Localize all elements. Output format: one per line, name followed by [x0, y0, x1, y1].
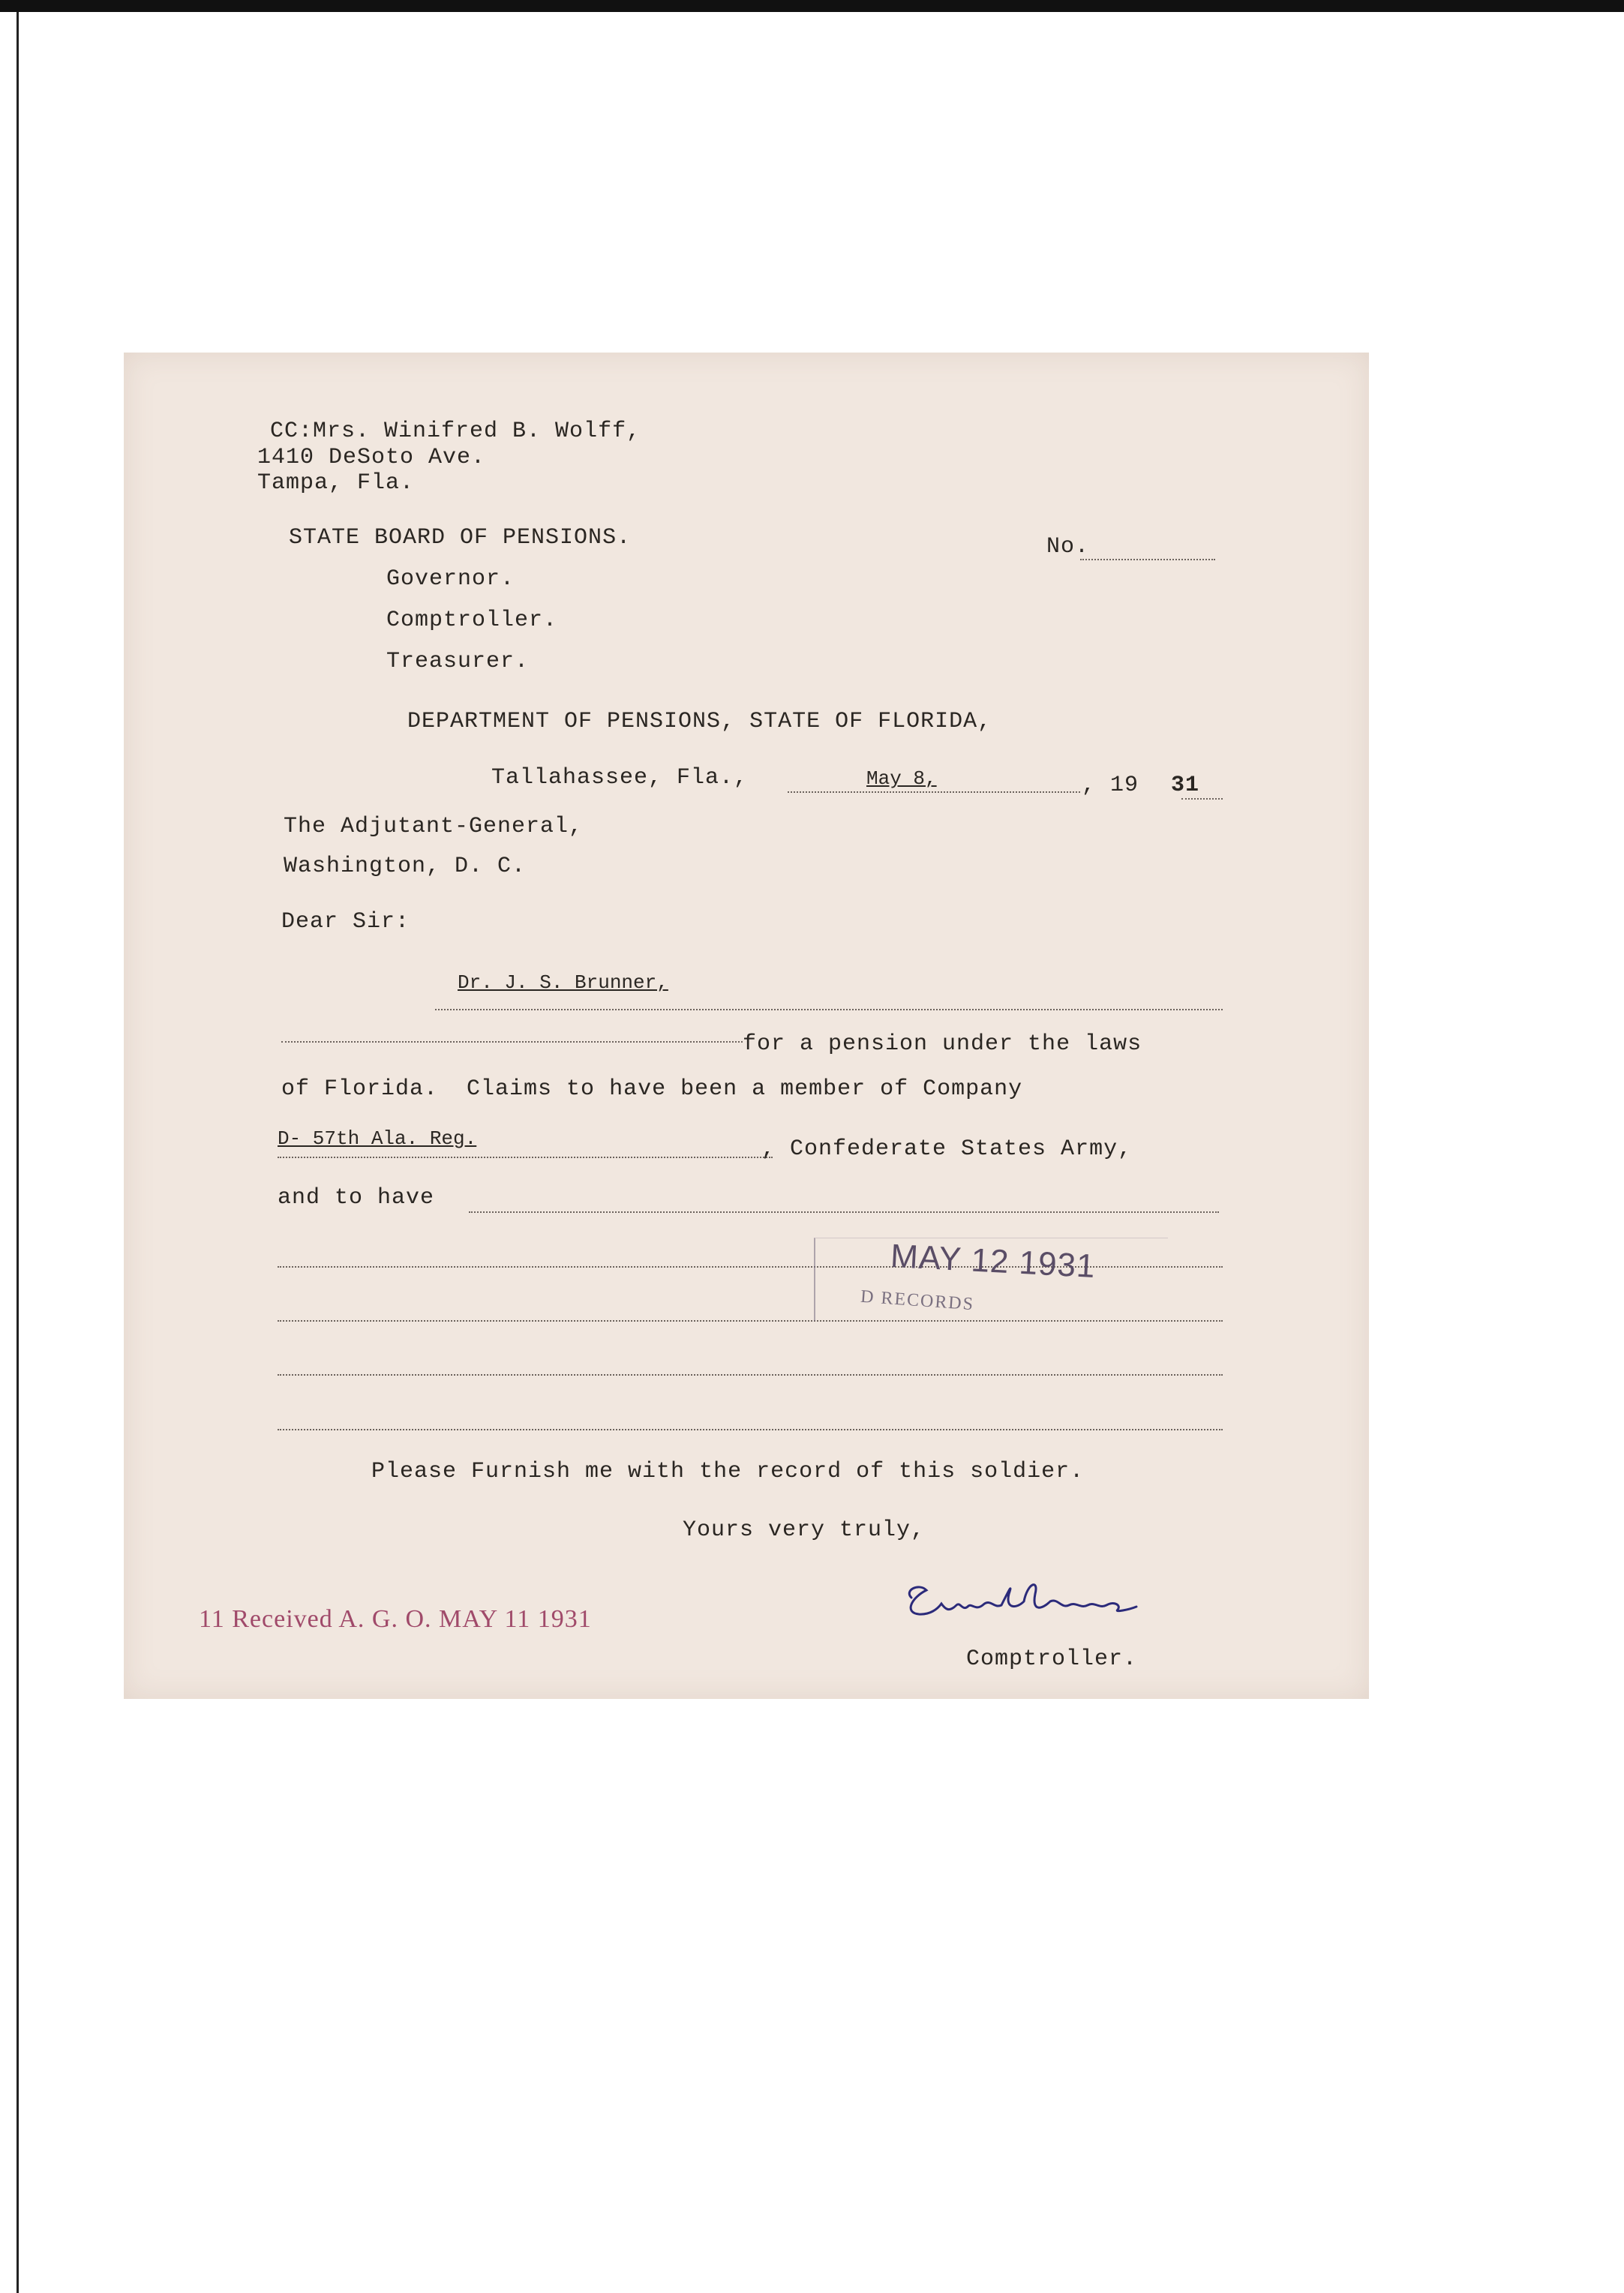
department-heading: DEPARTMENT OF PENSIONS, STATE OF FLORIDA,: [407, 709, 992, 734]
cc-line-2: 1410 DeSoto Ave.: [257, 445, 486, 470]
company-value: D- 57th Ala. Reg.: [278, 1127, 477, 1150]
applicant-line: [435, 1009, 1223, 1010]
signature: [889, 1568, 1159, 1635]
cc-line-1: CC:Mrs. Winifred B. Wolff,: [270, 419, 641, 444]
signature-ink: [889, 1568, 1159, 1635]
signature-title: Comptroller.: [966, 1646, 1138, 1672]
date-line: [788, 791, 1080, 793]
scan-left-border: [17, 12, 19, 2293]
number-line: [1080, 559, 1215, 560]
board-title: STATE BOARD OF PENSIONS.: [289, 525, 632, 551]
received-stamp: 11 Received A. G. O. MAY 11 1931: [199, 1605, 592, 1633]
blank-line-4: [278, 1374, 1223, 1376]
year-value: 31: [1171, 773, 1200, 798]
number-label: No.: [1046, 534, 1090, 560]
request-text: Please Furnish me with the record of this soldier.: [371, 1459, 1085, 1484]
scan-top-border: [0, 0, 1624, 12]
dateline-place: Tallahassee, Fla.,: [491, 765, 749, 791]
blank-line-5: [278, 1429, 1223, 1430]
blank-line-1: [469, 1211, 1219, 1213]
year-prefix: , 19: [1082, 773, 1139, 798]
board-member-governor: Governor.: [386, 566, 515, 592]
addressee-line-1: The Adjutant-General,: [284, 814, 584, 839]
applicant-name: Dr. J. S. Brunner,: [458, 971, 668, 994]
salutation: Dear Sir:: [281, 909, 410, 935]
pension-letter: [124, 353, 1369, 1699]
date-stamp-records: D RECORDS: [860, 1286, 975, 1315]
date-stamp-date: MAY 12 1931: [889, 1237, 1097, 1286]
addressee-line-2: Washington, D. C.: [284, 854, 527, 879]
pension-text: for a pension under the laws: [743, 1031, 1142, 1057]
year-line: [1181, 798, 1223, 800]
date-value: May 8,: [866, 767, 937, 790]
and-to-have: and to have: [278, 1185, 435, 1211]
cc-line-3: Tampa, Fla.: [257, 470, 415, 496]
applicant-line-2: [281, 1041, 743, 1043]
company-line: [278, 1157, 773, 1158]
date-stamp: [814, 1238, 1168, 1321]
claims-text: of Florida. Claims to have been a member of Company: [281, 1076, 1023, 1102]
army-text: , Confederate States Army,: [761, 1136, 1133, 1162]
board-member-comptroller: Comptroller.: [386, 608, 558, 633]
board-member-treasurer: Treasurer.: [386, 649, 530, 674]
closing: Yours very truly,: [683, 1517, 926, 1543]
